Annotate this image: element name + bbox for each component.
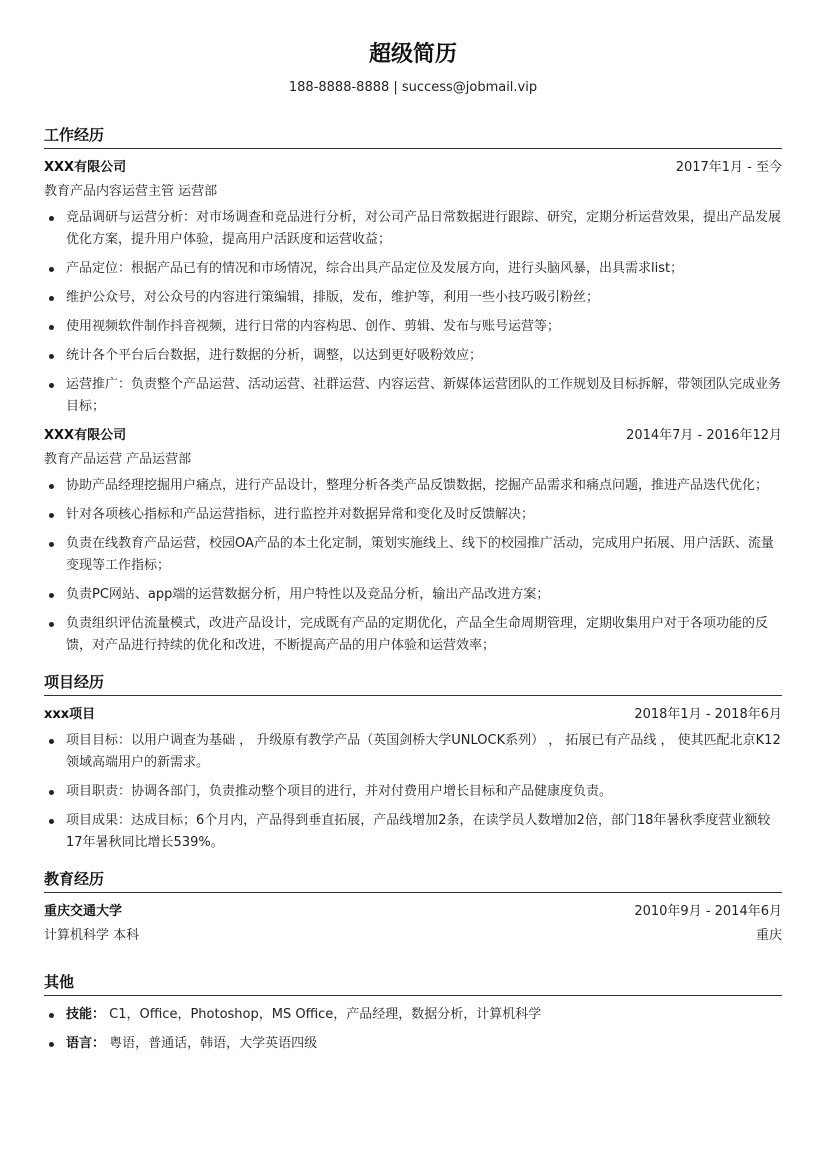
entry-org: xxx项目 [44,707,96,722]
entry-org: XXX有限公司 [44,428,127,443]
contact-info: 188-8888-8888 | success@jobmail.vip [288,80,538,95]
education-entry [44,901,782,947]
bullet-item: 负责PC网站、app端的运营数据分析，用户特性以及竞品分析，输出产品改进方案； [44,584,782,606]
bullet-item: 竞品调研与运营分析：对市场调查和竞品进行分析，对公司产品日常数据进行跟踪、研究，定期分析运营效果，提出产品发展优化方案，提升用户体验，提高用户活跃度和运营收益； [44,207,782,251]
resume-name: 超级简历 [368,42,457,67]
resume-page [44,38,782,1062]
bullet-list [44,207,782,418]
language-item [44,1033,782,1055]
work-section [44,124,782,657]
project-entry [44,704,782,854]
bullet-item: 项目职责：协调各部门，负责推动整个项目的进行，并对付费用户增长目标和产品健康度负责。 [44,781,782,803]
bullet-item: 统计各个平台后台数据，进行数据的分析，调整，以达到更好吸粉效应； [44,345,782,367]
section-title-projects: 项目经历 [44,671,782,696]
bullet-list [44,475,782,657]
other-section [44,971,782,1055]
language-key: 语言： [66,1036,106,1051]
entry-role: 教育产品运营 产品运营部 [44,452,192,467]
bullet-list [44,730,782,854]
bullet-item: 运营推广：负责整个产品运营、活动运营、社群运营、内容运营、新媒体运营团队的工作规划及目标拆解，带领团队完成业务目标； [44,374,782,418]
entry-role: 教育产品内容运营主管 运营部 [44,184,218,199]
entry-org: 重庆交通大学 [44,904,123,919]
bullet-item: 项目成果：达成目标；6个月内，产品得到垂直拓展，产品线增加2条，在读学员人数增加2倍，部门18年暑秋季度营业额较17年暑秋同比增长539%。 [44,810,782,854]
work-entry [44,157,782,418]
section-title-education: 教育经历 [44,868,782,893]
bullet-item: 使用视频软件制作抖音视频，进行日常的内容构思、创作、剪辑、发布与账号运营等； [44,316,782,338]
section-title-work: 工作经历 [44,124,782,149]
entry-org: XXX有限公司 [44,160,127,175]
language-value: 粤语，普通话，韩语，大学英语四级 [105,1036,318,1051]
entry-date: 2010年9月 - 2014年6月 [634,904,782,919]
bullet-item: 针对各项核心指标和产品运营指标，进行监控并对数据异常和变化及时反馈解决； [44,504,782,526]
skill-value: C1，Office，Photoshop，MS Office，产品经理，数据分析，计算机科学 [105,1007,542,1022]
entry-degree: 计算机科学 本科 [44,928,140,943]
skill-key: 技能： [66,1007,106,1022]
education-section [44,868,782,947]
bullet-item: 负责在线教育产品运营，校园OA产品的本土化定制，策划实施线上、线下的校园推广活动，完成用户拓展、用户活跃、流量变现等工作指标； [44,533,782,577]
section-title-other: 其他 [44,971,782,996]
bullet-item: 维护公众号，对公众号的内容进行策编辑，排版，发布，维护等，利用一些小技巧吸引粉丝； [44,287,782,309]
work-entry [44,425,782,657]
bullet-item: 产品定位：根据产品已有的情况和市场情况，综合出具产品定位及发展方向，进行头脑风暴，出具需求list； [44,258,782,280]
skill-item [44,1004,782,1026]
projects-section [44,671,782,854]
bullet-list [44,1004,782,1055]
entry-date: 2014年7月 - 2016年12月 [626,428,782,443]
bullet-item: 负责组织评估流量模式，改进产品设计，完成既有产品的定期优化，产品全生命周期管理，定期收集用户对于各项功能的反馈，对产品进行持续的优化和改进，不断提高产品的用户体验和运营效率； [44,613,782,657]
entry-date: 2018年1月 - 2018年6月 [634,707,782,722]
bullet-item: 项目目标：以用户调查为基础 ， 升级原有教学产品（英国剑桥大学UNLOCK系列） ， 拓展已有产品线 ， 使其匹配北京K12领域高端用户的新需求。 [44,730,782,774]
entry-date: 2017年1月 - 至今 [675,160,782,175]
entry-location: 重庆 [755,928,782,943]
bullet-item: 协助产品经理挖掘用户痛点，进行产品设计，整理分析各类产品反馈数据，挖掘产品需求和痛点问题，推进产品迭代优化； [44,475,782,497]
